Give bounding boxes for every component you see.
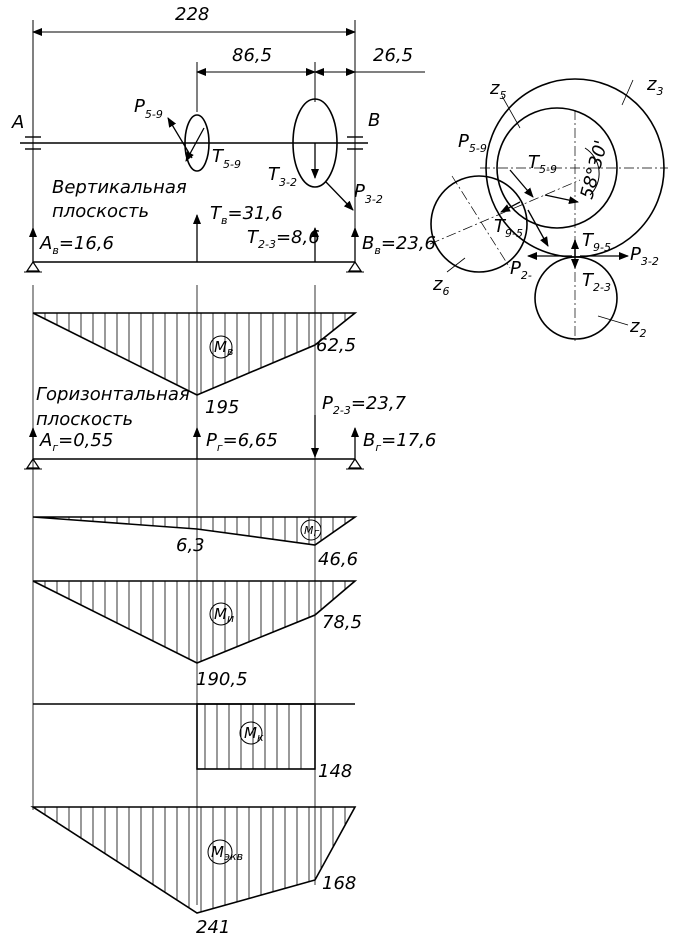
mu-max: 190,5 <box>196 669 248 690</box>
t32-label: $T_{3-2}$ <box>268 164 297 189</box>
mv-right: 62,5 <box>316 335 357 356</box>
mu-diagram <box>33 581 355 663</box>
meq-right: 168 <box>322 873 357 894</box>
z2-label: $z_2$ <box>630 316 647 340</box>
gear-t59-label: $T_{5-9}$ <box>528 152 557 176</box>
gear-t95b-label: $T_{9-5}$ <box>582 230 611 254</box>
dim-right: 26,5 <box>373 45 414 66</box>
mu-right: 78,5 <box>322 612 363 633</box>
pg-label: $P_г=6,65$ <box>206 430 278 454</box>
dim-mid: 86,5 <box>232 45 273 66</box>
av-label: $A_в=16,6$ <box>40 233 114 257</box>
gear-p2-label: $P_{2-}$ <box>510 258 532 282</box>
meq-max: 241 <box>196 917 231 938</box>
horizontal-title-2: плоскость <box>36 409 134 430</box>
dim-total: 228 <box>175 4 210 25</box>
mk-label: $M_к$ <box>244 724 264 744</box>
mg-label: Mг <box>304 524 320 539</box>
z3-label: $z_3$ <box>647 74 664 98</box>
p23-label: $P_{2-3}=23,7$ <box>322 393 406 417</box>
vertical-title-2: плоскость <box>52 201 150 222</box>
gear-t95-label: $T_{9-5}$ <box>494 216 523 240</box>
meq-label: $M_{экв}$ <box>211 843 244 863</box>
mu-label: $M_и$ <box>214 605 235 625</box>
t23-label: $T_{2-3}=8,6$ <box>247 227 320 251</box>
gear-angle-label: 58°30' <box>576 138 613 202</box>
bg-label: $B_г=17,6$ <box>363 430 437 454</box>
z6-label: $z_6$ <box>433 274 450 298</box>
horizontal-title-1: Горизонтальная <box>36 384 190 405</box>
gear-scheme <box>430 79 668 342</box>
z5-label: $z_5$ <box>490 78 507 102</box>
mk-value: 148 <box>318 761 353 782</box>
mg-right: 46,6 <box>318 549 359 570</box>
gear-t23-label: $T_{2-3}$ <box>582 270 611 294</box>
mv-diagram <box>33 313 355 395</box>
gear-z2-circle <box>535 257 617 339</box>
mv-max: 195 <box>205 397 240 418</box>
gear-p59-label: $P_{5-9}$ <box>458 131 487 155</box>
meq-diagram <box>33 807 355 913</box>
t59-arrow <box>186 128 204 161</box>
p59-label: $P_{5-9}$ <box>134 96 163 121</box>
t59-label: $T_{5-9}$ <box>212 146 241 171</box>
gear-p32-label: $P_{3-2}$ <box>630 244 659 268</box>
bv-label: $B_в=23,6$ <box>362 233 437 257</box>
mg-mid: 6,3 <box>176 535 205 556</box>
shaft <box>20 99 368 187</box>
p32-arrow <box>326 182 353 210</box>
support-b-label: B <box>368 110 381 131</box>
mk-diagram <box>33 704 355 769</box>
tv-label: $T_в=31,6$ <box>210 203 283 227</box>
support-a-label: A <box>12 112 25 133</box>
p32-label: $P_{3-2}$ <box>354 181 383 206</box>
mv-label: $M_в$ <box>214 338 234 358</box>
vertical-title-1: Вертикальная <box>52 177 187 198</box>
ag-label: $A_г=0,55$ <box>40 430 114 454</box>
